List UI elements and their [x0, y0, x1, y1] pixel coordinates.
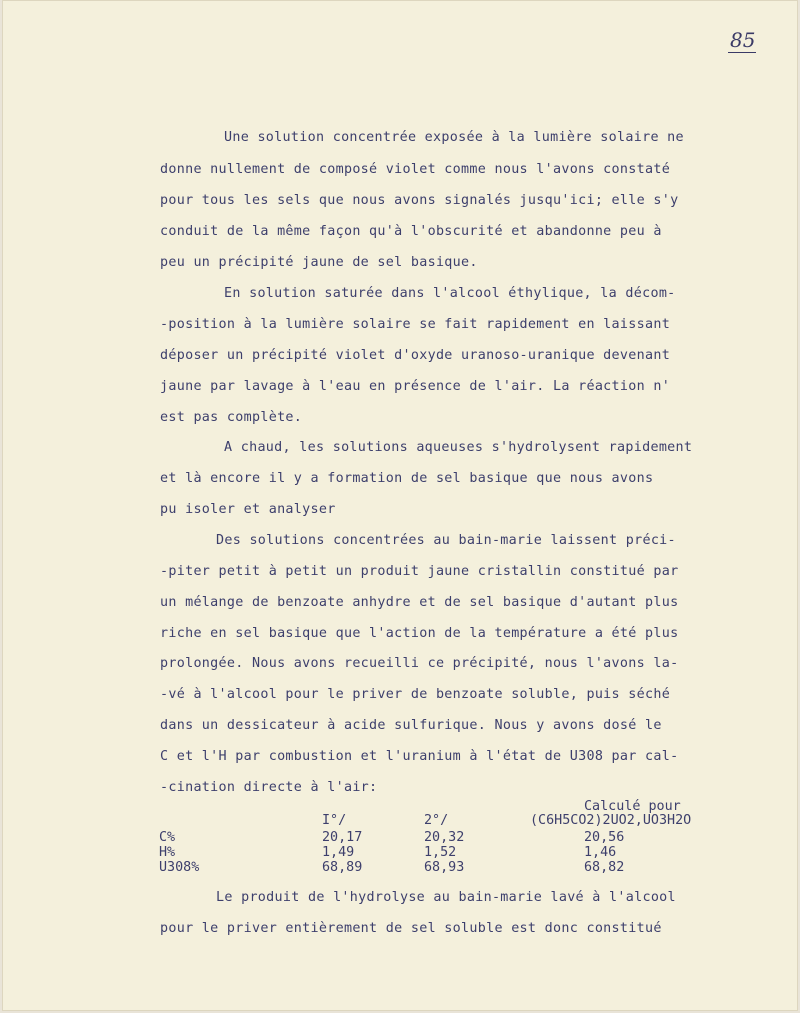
text-line: A chaud, les solutions aqueuses s'hydrolysent rapidement: [224, 440, 693, 455]
page-number: 85: [730, 28, 756, 52]
text-line: dans un dessicateur à acide sulfurique. Nous y avons dosé le: [160, 718, 662, 733]
table-row-label: C%: [159, 830, 176, 845]
table-cell: 1,46: [584, 845, 617, 860]
table-cell: 20,17: [322, 830, 363, 845]
table-header-calculated: Calculé pour: [584, 799, 681, 814]
text-line: Des solutions concentrées au bain-marie laissent préci-: [216, 533, 676, 548]
text-line: pu isoler et analyser: [160, 502, 336, 517]
text-line: donne nullement de composé violet comme nous l'avons constaté: [160, 162, 671, 177]
table-cell: 68,89: [322, 860, 363, 875]
text-line: -piter petit à petit un produit jaune cristallin constitué par: [160, 564, 679, 579]
table-row-label: H%: [159, 845, 176, 860]
table-cell: 20,32: [424, 830, 465, 845]
text-line: riche en sel basique que l'action de la température a été plus: [160, 626, 679, 641]
table-cell: 1,52: [424, 845, 457, 860]
text-line: prolongée. Nous avons recueilli ce précipité, nous l'avons la-: [160, 656, 679, 671]
text-line: -cination directe à l'air:: [160, 780, 378, 795]
page-number-underline: [728, 52, 756, 53]
table-cell: 1,49: [322, 845, 355, 860]
text-line: pour tous les sels que nous avons signalés jusqu'ici; elle s'y: [160, 193, 679, 208]
table-cell: 68,82: [584, 860, 625, 875]
text-line: déposer un précipité violet d'oxyde uranoso-uranique devenant: [160, 348, 671, 363]
table-header-formula: (C6H5CO2)2UO2,UO3H2O: [530, 813, 692, 828]
text-line: Une solution concentrée exposée à la lumière solaire ne: [224, 130, 684, 145]
text-line: peu un précipité jaune de sel basique.: [160, 255, 478, 270]
text-line: conduit de la même façon qu'à l'obscurité et abandonne peu à: [160, 224, 662, 239]
table-row-label: U308%: [159, 860, 200, 875]
text-line: Le produit de l'hydrolyse au bain-marie lavé à l'alcool: [216, 890, 676, 905]
text-line: C et l'H par combustion et l'uranium à l'état de U308 par cal-: [160, 749, 679, 764]
table-header-trial-1: I°/: [322, 813, 347, 828]
text-line: pour le priver entièrement de sel soluble est donc constitué: [160, 921, 662, 936]
text-line: -position à la lumière solaire se fait rapidement en laissant: [160, 317, 671, 332]
text-line: un mélange de benzoate anhydre et de sel basique d'autant plus: [160, 595, 679, 610]
table-cell: 68,93: [424, 860, 465, 875]
typewritten-page: [2, 0, 798, 1011]
text-line: jaune par lavage à l'eau en présence de l'air. La réaction n': [160, 379, 671, 394]
text-line: -vé à l'alcool pour le priver de benzoate soluble, puis séché: [160, 687, 671, 702]
table-cell: 20,56: [584, 830, 625, 845]
text-line: En solution saturée dans l'alcool éthylique, la décom-: [224, 286, 676, 301]
table-header-trial-2: 2°/: [424, 813, 449, 828]
text-line: est pas complète.: [160, 410, 303, 425]
text-line: et là encore il y a formation de sel basique que nous avons: [160, 471, 654, 486]
